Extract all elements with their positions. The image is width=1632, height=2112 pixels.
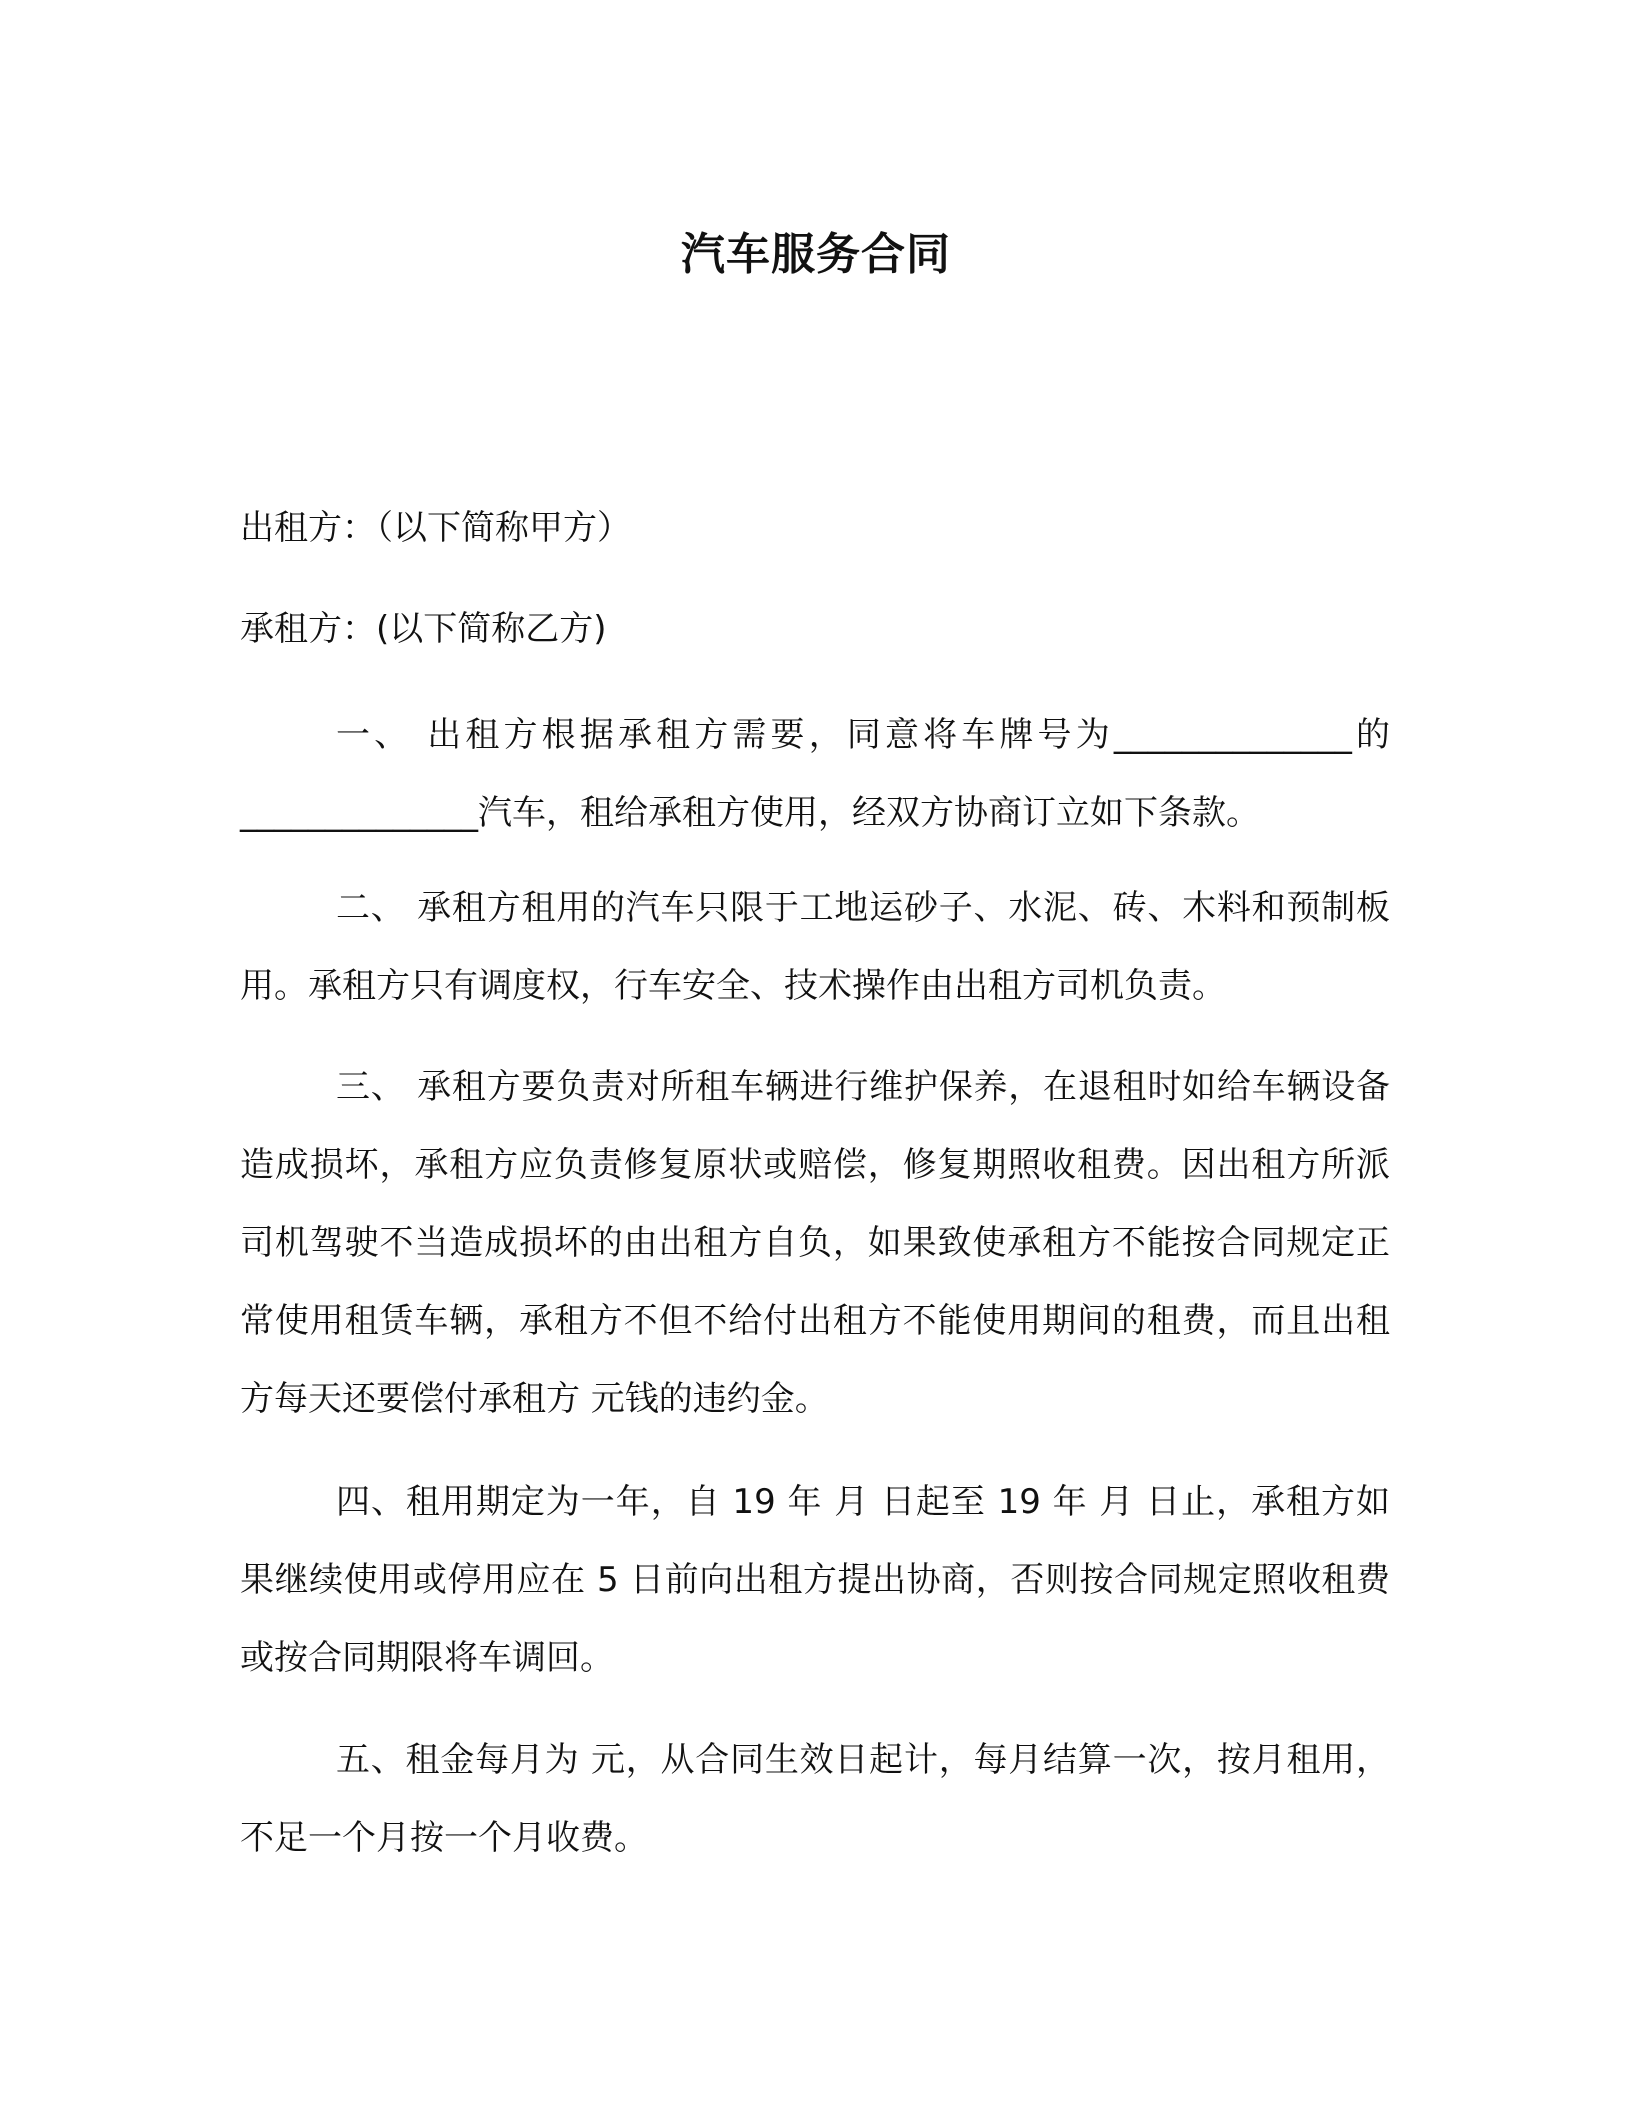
- clause-4: 四、租用期定为一年，自 19 年 月 日起至 19 年 月 日止，承租方如果继续使用或停用应在 5 日前向出租方提出协商，否则按合同规定照收租费或按合同期限将车调回。: [240, 1482, 1390, 1678]
- clause-3: 三、 承租方要负责对所租车辆进行维护保养，在退租时如给车辆设备造成损坏，承租方应负责修复原状或赔偿，修复期照收租费。因出租方所派司机驾驶不当造成损坏的由出租方自负，如果致使承租方不能按合同规定正常使用租赁车辆，承租方不但不给付出租方不能使用期间的租费，而且出租方每天还要偿付承租方 元钱的违约金。: [240, 1067, 1390, 1419]
- lessor-line: 出租方：（以下简称甲方）: [240, 508, 631, 548]
- clause-5: 五、租金每月为 元，从合同生效日起计，每月结算一次，按月租用，不足一个月按一个月收费。: [240, 1740, 1390, 1858]
- document-title: 汽车服务合同: [681, 229, 951, 280]
- lessee-line: 承租方：(以下简称乙方): [240, 609, 607, 649]
- clause-1: 一、 出租方根据承租方需要，同意将车牌号为______________的 ______________汽车，租给承租方使用，经双方协商订立如下条款。: [240, 715, 1390, 833]
- clause-2: 二、 承租方租用的汽车只限于工地运砂子、水泥、砖、木料和预制板用。承租方只有调度权，行车安全、技术操作由出租方司机负责。: [240, 888, 1390, 1006]
